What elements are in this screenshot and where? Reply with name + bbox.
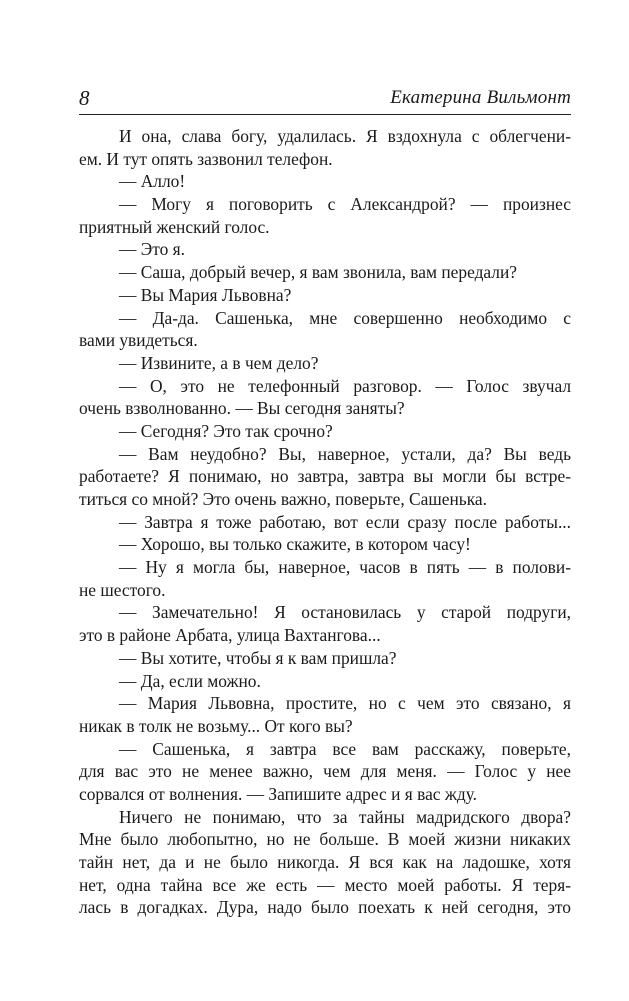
page-number: 8	[79, 86, 90, 110]
text-line: — Вы хотите, чтобы я к вам пришла?	[119, 647, 397, 668]
text-line: — Ну я могла бы, наверное, часов в пять — в полови-	[119, 557, 571, 578]
text-line: для вас это не менее важно, чем для меня. — Голос у нее	[79, 761, 571, 782]
text-line: лась в догадках. Дура, надо было поехать к ней сегодня, это	[79, 897, 571, 918]
text-line: — Сегодня? Это так срочно?	[119, 420, 333, 441]
text-line: нет, одна тайна все же есть — место моей работы. Я теря-	[79, 874, 571, 895]
body-text	[79, 125, 571, 919]
text-line: вами увидеться.	[79, 330, 198, 351]
text-line: это в районе Арбата, улица Вахтангова...	[79, 625, 381, 646]
text-line: приятный женский голос.	[79, 216, 270, 237]
text-line: — Хорошо, вы только скажите, в котором часу!	[119, 534, 471, 555]
text-line: работаете? Я понимаю, но завтра, завтра вы могли бы встре-	[79, 466, 571, 487]
text-line: — Завтра я тоже работаю, вот если сразу после работы...	[119, 511, 571, 532]
running-head-author: Екатерина Вильмонт	[390, 87, 571, 108]
text-line: — Алло!	[119, 171, 186, 192]
text-line: сорвался от волнения. — Запишите адрес и я вас жду.	[79, 783, 478, 804]
text-line: — Замечательно! Я остановилась у старой подруги,	[119, 602, 571, 623]
text-line: Ничего не понимаю, что за тайны мадридского двора?	[119, 806, 571, 827]
text-line: не шестого.	[79, 579, 166, 600]
text-line: титься со мной? Это очень важно, поверьте, Сашенька.	[79, 489, 487, 509]
text-line: — Сашенька, я завтра все вам расскажу, поверьте,	[119, 738, 571, 759]
text-line: — Да-да. Сашенька, мне совершенно необходимо с	[119, 307, 571, 328]
page-header	[79, 86, 571, 115]
text-line: Мне было любопытно, но не больше. В моей жизни никаких	[79, 829, 571, 850]
text-line: — Да, если можно.	[119, 670, 261, 691]
text-line: — Извините, а в чем дело?	[119, 352, 319, 373]
text-line: И она, слава богу, удалилась. Я вздохнула с облегчени-	[119, 126, 571, 146]
text-line: никак в толк не возьму... От кого вы?	[79, 715, 353, 736]
text-line: — Это я.	[119, 239, 185, 260]
text-line: — Могу я поговорить с Александрой? — произнес	[119, 194, 571, 215]
text-line: — О, это не телефонный разговор. — Голос звучал	[119, 375, 571, 396]
text-line: — Вы Мария Львовна?	[119, 284, 292, 305]
text-line: ем. И тут опять зазвонил телефон.	[79, 148, 333, 169]
text-line: — Саша, добрый вечер, я вам звонила, вам передали?	[119, 262, 517, 283]
text-line: очень взволнованно. — Вы сегодня заняты?	[79, 398, 405, 419]
text-line: тайн нет, да и не было никогда. Я вся как на ладошке, хотя	[79, 852, 571, 872]
text-line: — Вам неудобно? Вы, наверное, устали, да? Вы ведь	[119, 443, 571, 464]
text-line: — Мария Львовна, простите, но с чем это связано, я	[119, 693, 571, 714]
